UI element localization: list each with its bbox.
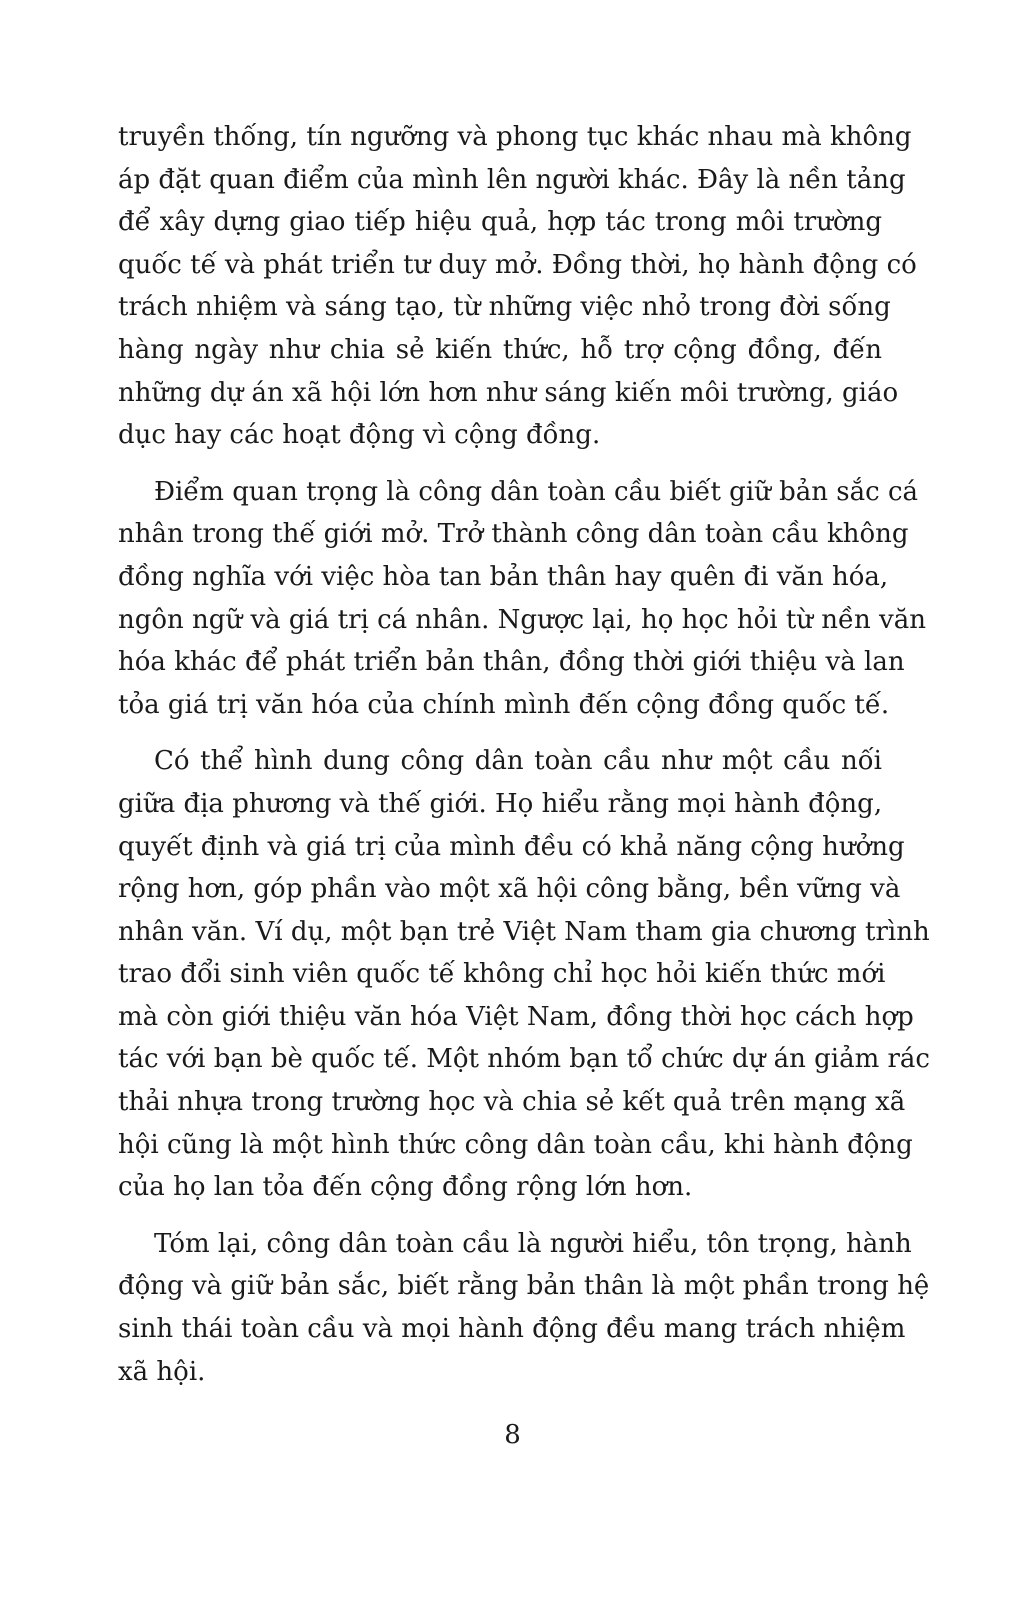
text-line: hàng ngày như chia sẻ kiến thức, hỗ trợ cộng đồng, đến	[118, 334, 882, 365]
paragraph-1	[118, 116, 917, 457]
text-line: truyền thống, tín ngưỡng và phong tục khác nhau mà không	[118, 122, 912, 152]
text-line: hội cũng là một hình thức công dân toàn cầu, khi hành động	[118, 1129, 913, 1160]
paragraph-2	[118, 471, 926, 727]
text-line: của họ lan tỏa đến cộng đồng rộng lớn hơn.	[118, 1172, 693, 1203]
text-line: để xây dựng giao tiếp hiệu quả, hợp tác trong môi trường	[118, 207, 882, 238]
text-line: nhân văn. Ví dụ, một bạn trẻ Việt Nam tham gia chương trình	[118, 916, 930, 947]
text-line: mà còn giới thiệu văn hóa Việt Nam, đồng thời học cách hợp	[118, 1001, 914, 1032]
text-line: động và giữ bản sắc, biết rằng bản thân là một phần trong hệ	[118, 1271, 930, 1302]
text-line: thải nhựa trong trường học và chia sẻ kết quả trên mạng xã	[118, 1087, 906, 1118]
text-line: giữa địa phương và thế giới. Họ hiểu rằng mọi hành động,	[118, 788, 883, 819]
text-line: tác với bạn bè quốc tế. Một nhóm bạn tổ chức dự án giảm rác	[118, 1044, 930, 1075]
page-body	[118, 116, 930, 1407]
text-line: tỏa giá trị văn hóa của chính mình đến cộng đồng quốc tế.	[118, 689, 890, 720]
text-line: trách nhiệm và sáng tạo, từ những việc nhỏ trong đời sống	[118, 292, 891, 323]
text-line: Tóm lại, công dân toàn cầu là người hiểu, tôn trọng, hành	[154, 1228, 912, 1259]
paragraph-4	[118, 1223, 930, 1393]
text-line: áp đặt quan điểm của mình lên người khác. Đây là nền tảng	[118, 164, 906, 195]
text-line: đồng nghĩa với việc hòa tan bản thân hay quên đi văn hóa,	[118, 561, 889, 592]
page-number: 8	[504, 1420, 521, 1450]
text-line: quốc tế và phát triển tư duy mở. Đồng thời, họ hành động có	[118, 249, 917, 280]
text-line: Có thể hình dung công dân toàn cầu như một cầu nối	[154, 746, 882, 777]
text-line: hóa khác để phát triển bản thân, đồng thời giới thiệu và lan	[118, 647, 905, 678]
text-line: sinh thái toàn cầu và mọi hành động đều mang trách nhiệm	[118, 1314, 906, 1345]
text-line: nhân trong thế giới mở. Trở thành công dân toàn cầu không	[118, 519, 909, 550]
text-line: Điểm quan trọng là công dân toàn cầu biết giữ bản sắc cá	[154, 476, 919, 507]
text-line: ngôn ngữ và giá trị cá nhân. Ngược lại, họ học hỏi từ nền văn	[118, 604, 926, 635]
text-line: xã hội.	[118, 1356, 206, 1387]
text-line: trao đổi sinh viên quốc tế không chỉ học hỏi kiến thức mới	[118, 959, 886, 990]
text-line: quyết định và giá trị của mình đều có khả năng cộng hưởng	[118, 831, 905, 862]
text-line: dục hay các hoạt động vì cộng đồng.	[118, 420, 601, 451]
paragraph-3	[118, 740, 930, 1209]
text-line: những dự án xã hội lớn hơn như sáng kiến môi trường, giáo	[118, 377, 899, 408]
text-line: rộng hơn, góp phần vào một xã hội công bằng, bền vững và	[118, 874, 901, 905]
